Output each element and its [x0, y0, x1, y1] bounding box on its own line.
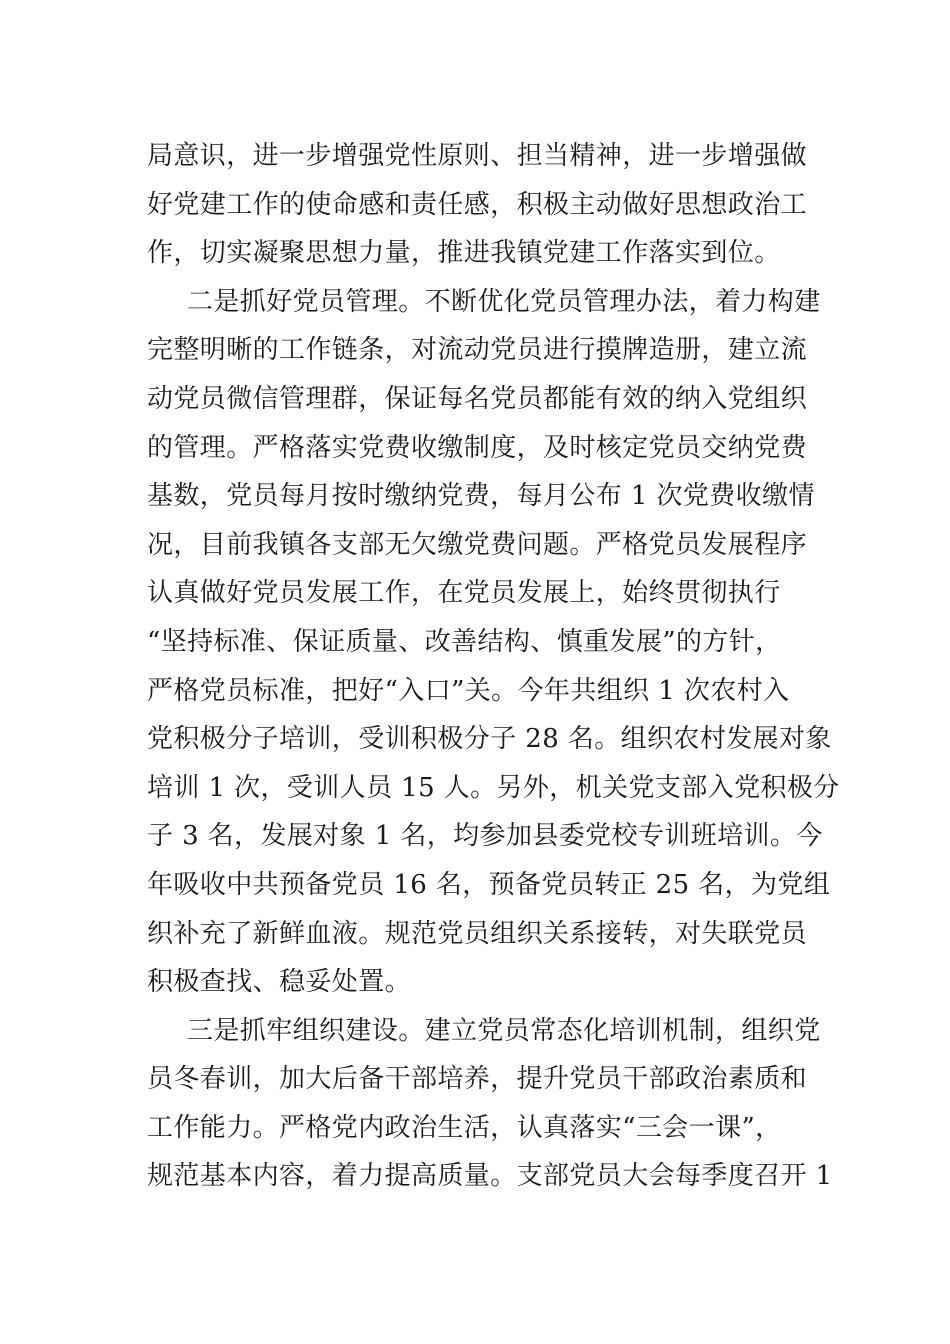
text-line: 培训 1 次，受训人员 15 人。另外，机关党支部入党积极分 [147, 772, 840, 803]
text-line: 完整明晰的工作链条，对流动党员进行摸牌造册，建立流 [147, 335, 808, 366]
paragraph-first-line: 三是抓牢组织建设。建立党员常态化培训机制，组织党 [187, 1015, 821, 1046]
text-line: 年吸收中共预备党员 16 名，预备党员转正 25 名，为党组 [147, 869, 831, 900]
text-line: 认真做好党员发展工作，在党员发展上，始终贯彻执行 [147, 578, 781, 609]
text-line: 工作能力。严格党内政治生活，认真落实“三会一课”， [147, 1112, 782, 1143]
text-line: 局意识，进一步增强党性原则、担当精神，进一步增强做 [147, 141, 808, 171]
text-line: 动党员微信管理群，保证每名党员都能有效的纳入党组织 [147, 383, 808, 414]
text-line: 的管理。严格落实党费收缴制度，及时核定党员交纳党费 [147, 432, 808, 463]
paragraph-first-line: 二是抓好党员管理。不断优化党员管理办法，着力构建 [187, 286, 821, 317]
text-line: 规范基本内容，着力提高质量。支部党员大会每季度召开 1 [147, 1161, 833, 1192]
text-line: 基数，党员每月按时缴纳党费，每月公布 1 次党费收缴情 [147, 481, 815, 512]
text-line: 况，目前我镇各支部无欠缴党费问题。严格党员发展程序 [147, 529, 808, 560]
text-line: 党积极分子培训，受训积极分子 28 名。组织农村发展对象 [147, 724, 832, 755]
text-line: “坚持标准、保证质量、改善结构、慎重发展”的方针， [147, 626, 782, 657]
text-line: 员冬春训，加大后备干部培养，提升党员干部政治素质和 [147, 1064, 808, 1095]
paragraph-last-line: 积极查找、稳妥处置。 [147, 967, 412, 998]
text-line: 子 3 名，发展对象 1 名，均参加县委党校专训班培训。今 [147, 821, 823, 852]
text-line: 作，切实凝聚思想力量，推进我镇党建工作落实到位。 [147, 238, 781, 269]
text-line: 严格党员标准，把好“入口”关。今年共组织 1 次农村入 [147, 675, 790, 706]
text-line: 织补充了新鲜血液。规范党员组织关系接转，对失联党员 [147, 918, 808, 949]
body-text [147, 132, 840, 1201]
text-line: 好党建工作的使命感和责任感，积极主动做好思想政治工 [147, 189, 808, 220]
